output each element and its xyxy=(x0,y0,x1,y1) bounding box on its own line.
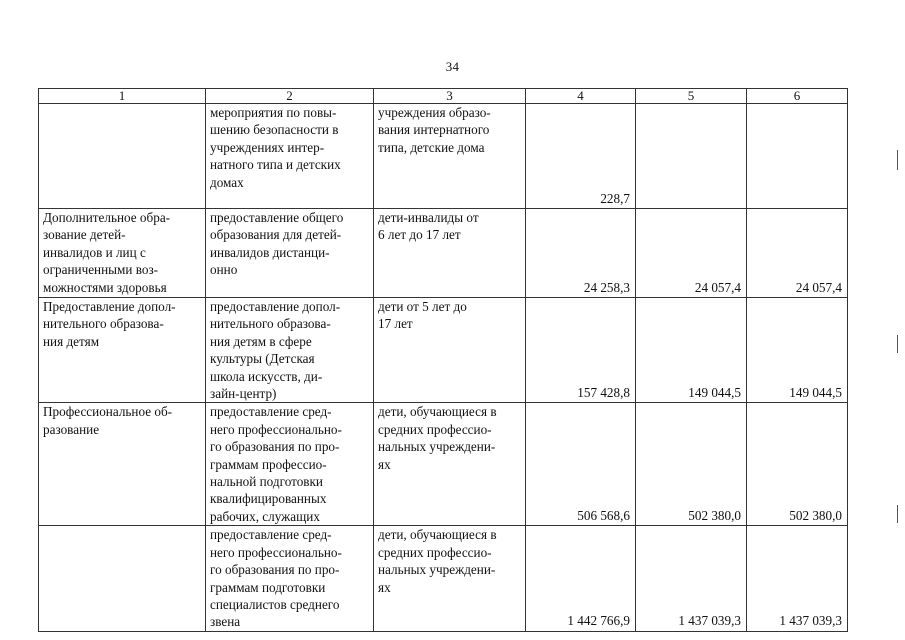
cell-value-col4: 1 442 766,9 xyxy=(526,526,636,631)
cell-value-col5: 502 380,0 xyxy=(636,403,747,526)
cell-recipients: дети, обучающиеся в средних профессио- нальных учреждени- ях xyxy=(374,403,526,526)
cell-service-content: мероприятия по повы- шению безопасности в учреждениях интер- натного типа и детских домах xyxy=(206,104,374,209)
cell-service-content: предоставление допол- нительного образова- ния детям в сфере культуры (Детская школа искусств, ди- зайн-центр) xyxy=(206,298,374,403)
cell-value-col4: 24 258,3 xyxy=(526,209,636,298)
table-row xyxy=(39,104,848,209)
cell-recipients: дети-инвалиды от 6 лет до 17 лет xyxy=(374,209,526,298)
cell-value-col5: 149 044,5 xyxy=(636,298,747,403)
budget-table xyxy=(38,88,848,632)
scan-edge-mark xyxy=(897,505,898,523)
cell-service-name xyxy=(39,526,206,631)
cell-value-col6: 24 057,4 xyxy=(747,209,848,298)
cell-recipients: дети от 5 лет до 17 лет xyxy=(374,298,526,403)
header-col-3: 3 xyxy=(374,89,526,104)
table-row xyxy=(39,403,848,526)
table-row xyxy=(39,209,848,298)
table-row xyxy=(39,298,848,403)
cell-value-col6: 149 044,5 xyxy=(747,298,848,403)
cell-service-name: Предоставление допол- нительного образова- ния детям xyxy=(39,298,206,403)
header-col-4: 4 xyxy=(526,89,636,104)
cell-service-content: предоставление общего образования для детей- инвалидов дистанци- онно xyxy=(206,209,374,298)
header-col-2: 2 xyxy=(206,89,374,104)
cell-recipients: дети, обучающиеся в средних профессио- нальных учреждени- ях xyxy=(374,526,526,631)
cell-service-name: Профессиональное об- разование xyxy=(39,403,206,526)
cell-service-name: Дополнительное обра- зование детей- инвалидов и лиц с ограниченными воз- можностями здоровья xyxy=(39,209,206,298)
header-col-5: 5 xyxy=(636,89,747,104)
cell-value-col5 xyxy=(636,104,747,209)
cell-service-content: предоставление сред- него профессионально- го образования по про- граммам профессио- нальной подготовки квалифицированных рабочих, служащих xyxy=(206,403,374,526)
table-row xyxy=(39,526,848,631)
cell-recipients: учреждения образо- вания интернатного типа, детские дома xyxy=(374,104,526,209)
cell-value-col6: 502 380,0 xyxy=(747,403,848,526)
cell-service-name xyxy=(39,104,206,209)
cell-value-col4: 157 428,8 xyxy=(526,298,636,403)
header-col-1: 1 xyxy=(39,89,206,104)
cell-value-col4: 506 568,6 xyxy=(526,403,636,526)
scan-edge-mark xyxy=(897,150,898,170)
page-number: 34 xyxy=(445,59,460,74)
cell-value-col5: 24 057,4 xyxy=(636,209,747,298)
cell-service-content: предоставление сред- него профессионально- го образования по про- граммам подготовки специалистов среднего звена xyxy=(206,526,374,631)
scan-edge-mark xyxy=(897,335,898,353)
cell-value-col4: 228,7 xyxy=(526,104,636,209)
header-col-6: 6 xyxy=(747,89,848,104)
cell-value-col6: 1 437 039,3 xyxy=(747,526,848,631)
cell-value-col5: 1 437 039,3 xyxy=(636,526,747,631)
cell-value-col6 xyxy=(747,104,848,209)
table-header-row xyxy=(39,89,848,104)
